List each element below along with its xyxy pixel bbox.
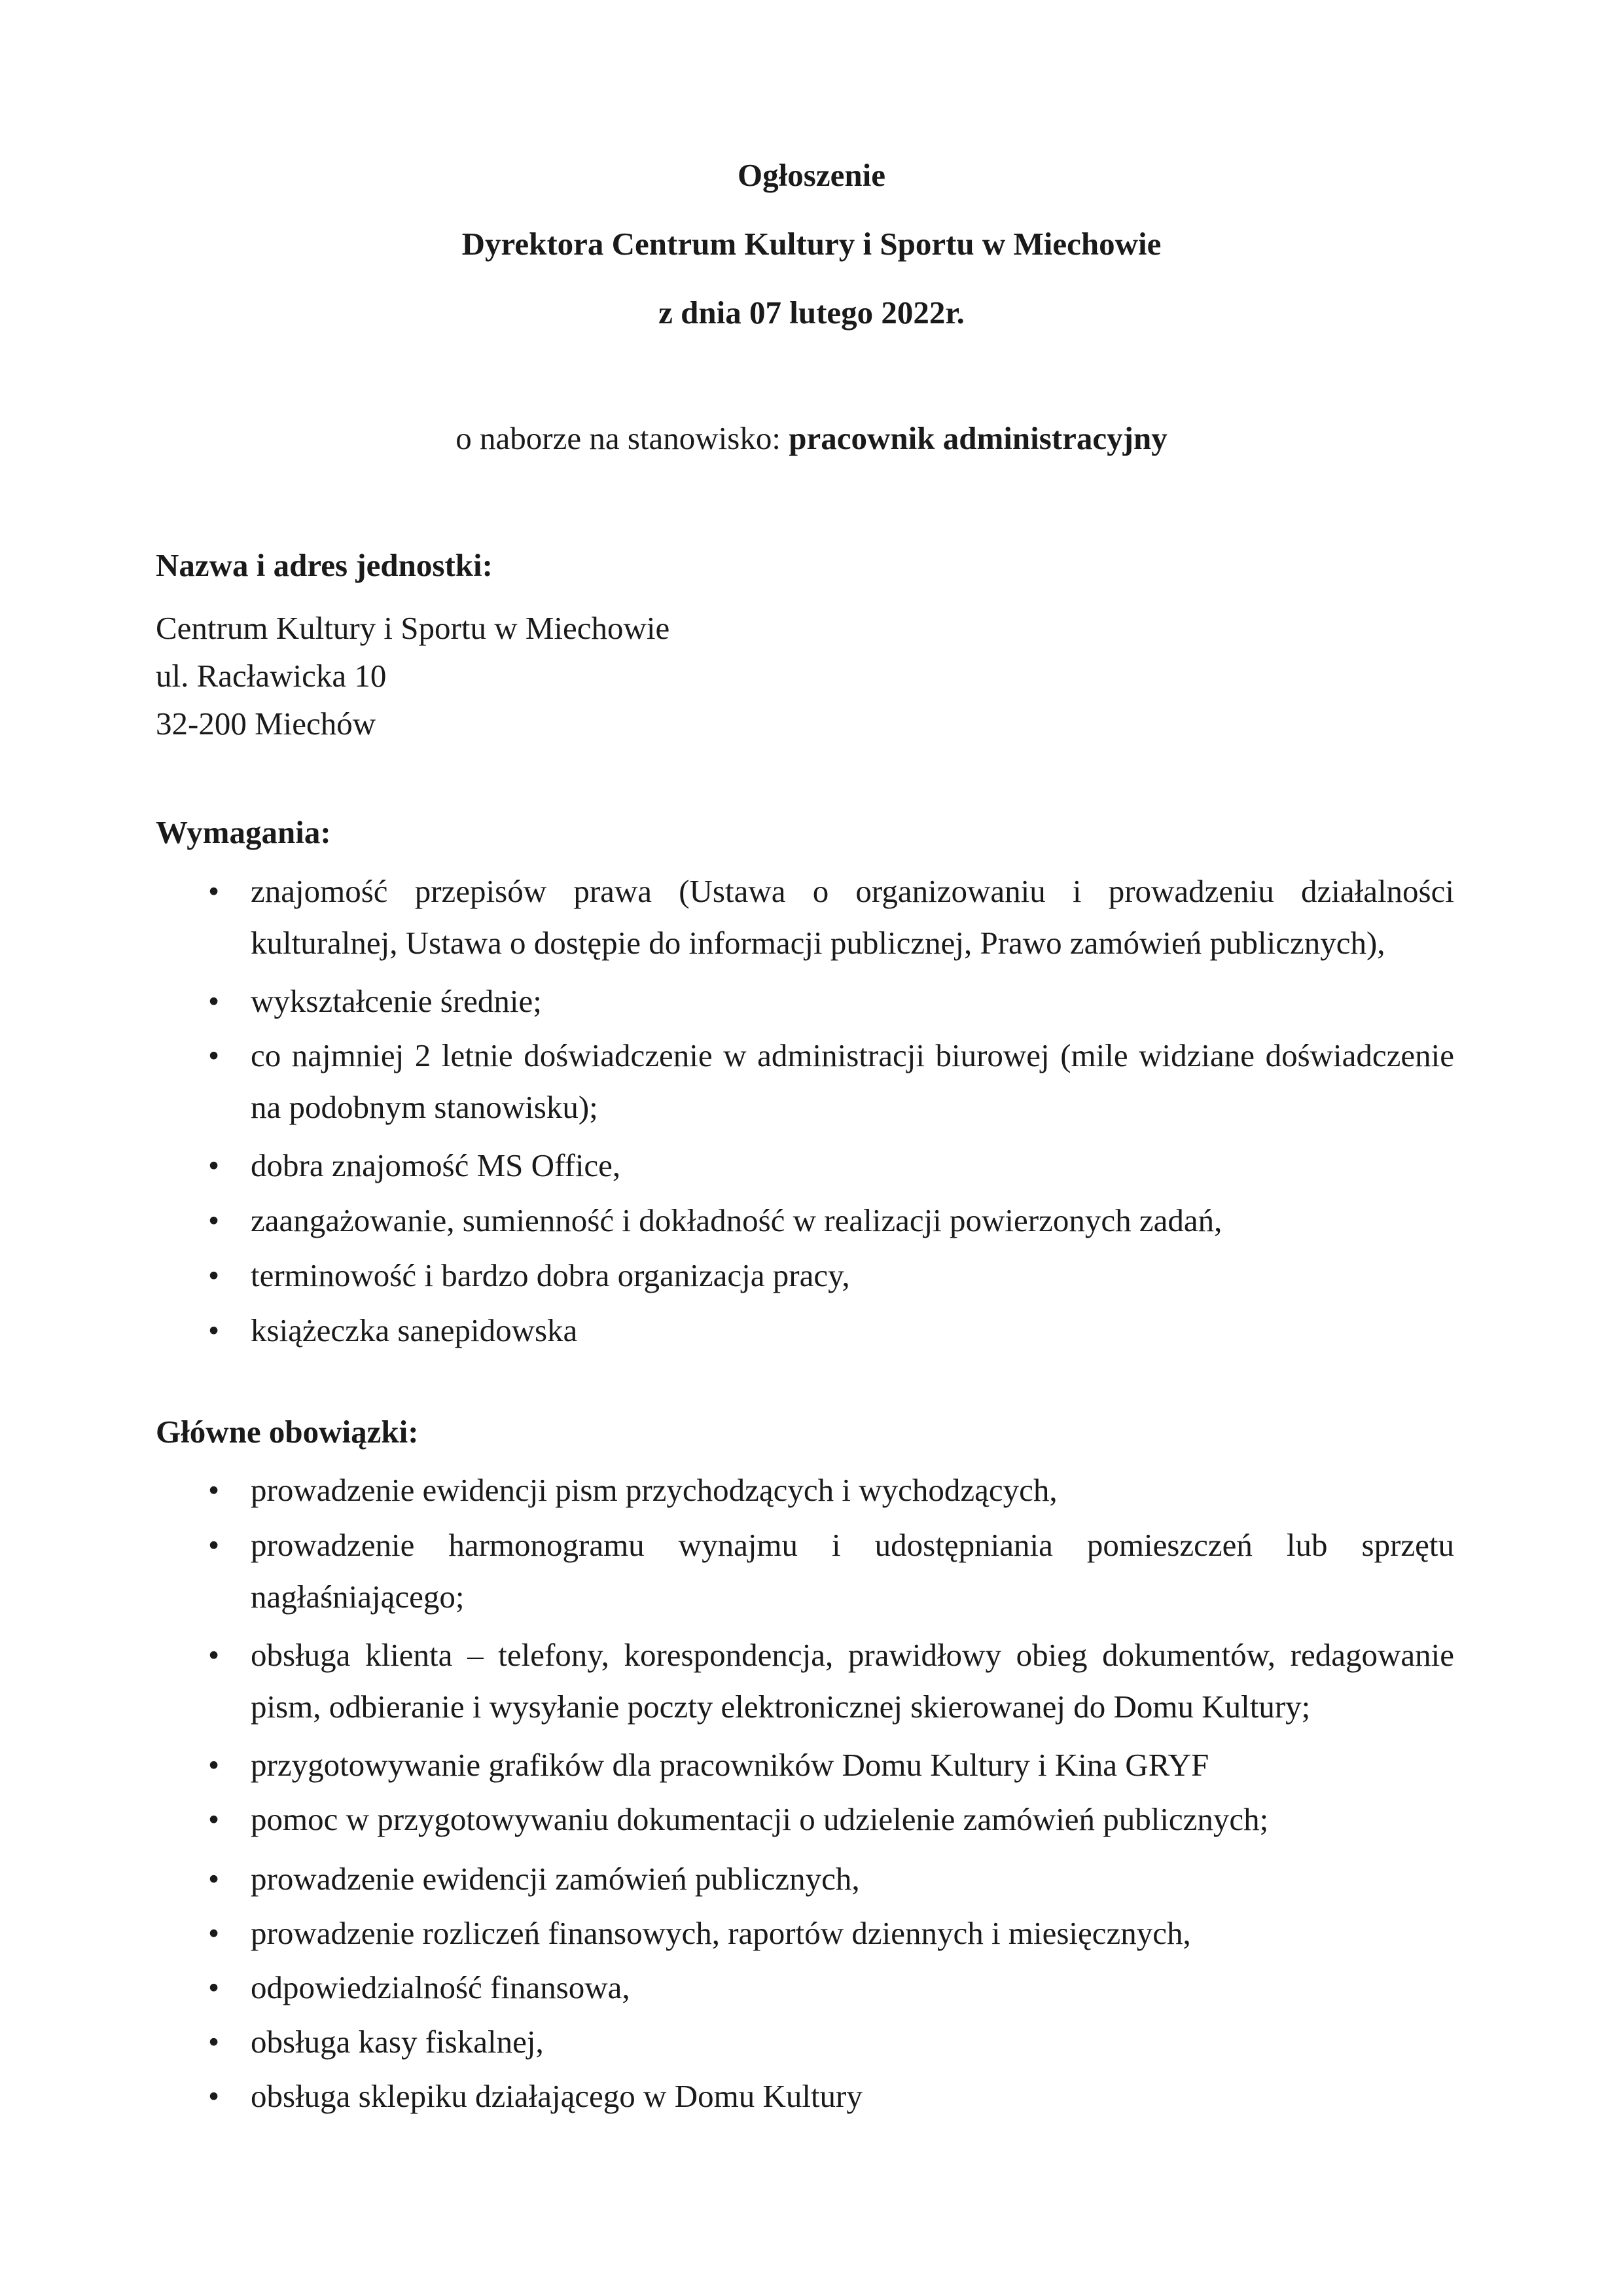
bullet-icon: • (208, 1637, 220, 1673)
bullet-icon: • (208, 1257, 220, 1293)
duty-text: prowadzenie ewidencji zamówień publicznych, (251, 1861, 860, 1897)
requirements-heading: Wymagania: (156, 814, 331, 850)
bullet-icon: • (208, 1747, 220, 1783)
duty-text: odpowiedzialność finansowa, (251, 1969, 630, 2005)
duty-text: prowadzenie ewidencji pism przychodzących i wychodzących, (251, 1472, 1058, 1508)
bullet-icon: • (208, 2078, 220, 2114)
document-date: z dnia 07 lutego 2022r. (658, 295, 965, 331)
bullet-icon: • (208, 1861, 220, 1897)
bullet-icon: • (208, 1147, 220, 1183)
bullet-icon: • (208, 1037, 220, 1073)
duty-text: prowadzenie harmonogramu wynajmu i udostępniania pomieszczeń lub sprzętu nagłaśniającego; (251, 1527, 1454, 1615)
requirement-text: dobra znajomość MS Office, (251, 1147, 621, 1183)
unit-address-postal: 32-200 Miechów (156, 706, 376, 742)
recruitment-prefix: o naborze na stanowisko: (455, 420, 789, 456)
bullet-icon: • (208, 1969, 220, 2005)
requirement-text: znajomość przepisów prawa (Ustawa o organizowaniu i prowadzeniu działalności kulturalnej, Ustawa o dostępie do informacji publicznej, Prawo zamówień publicznych), (251, 873, 1454, 961)
requirement-text: wykształcenie średnie; (251, 983, 542, 1019)
duty-text: pomoc w przygotowywaniu dokumentacji o udzielenie zamówień publicznych; (251, 1801, 1269, 1837)
unit-address (156, 609, 669, 744)
bullet-icon: • (208, 2024, 220, 2060)
recruitment-line (0, 419, 1623, 458)
duty-text: prowadzenie rozliczeń finansowych, raportów dziennych i miesięcznych, (251, 1915, 1191, 1951)
duty-text: obsługa klienta – telefony, korespondencja, prawidłowy obieg dokumentów, redagowanie pism, odbieranie i wysyłanie poczty elektronicznej skierowanej do Domu Kultury; (251, 1637, 1454, 1725)
requirement-text: terminowość i bardzo dobra organizacja pracy, (251, 1257, 850, 1293)
bullet-icon: • (208, 1312, 220, 1348)
duties-heading: Główne obowiązki: (156, 1414, 419, 1450)
requirement-text: co najmniej 2 letnie doświadczenie w administracji biurowej (mile widziane doświadczenie na podobnym stanowisku); (251, 1037, 1454, 1125)
bullet-icon: • (208, 1915, 220, 1951)
document-issuer: Dyrektora Centrum Kultury i Sportu w Miechowie (461, 226, 1162, 262)
bullet-icon: • (208, 1202, 220, 1238)
document-title: Ogłoszenie (738, 157, 885, 193)
duty-text: obsługa sklepiku działającego w Domu Kultury (251, 2078, 863, 2114)
position-name: pracownik administracyjny (789, 420, 1168, 456)
duty-text: obsługa kasy fiskalnej, (251, 2024, 544, 2060)
bullet-icon: • (208, 1527, 220, 1563)
requirement-text: książeczka sanepidowska (251, 1312, 578, 1348)
bullet-icon: • (208, 1472, 220, 1508)
unit-address-name: Centrum Kultury i Sportu w Miechowie (156, 610, 670, 646)
bullet-icon: • (208, 983, 220, 1019)
bullet-icon: • (208, 873, 220, 909)
unit-address-street: ul. Racławicka 10 (156, 658, 387, 694)
bullet-icon: • (208, 1801, 220, 1837)
requirement-text: zaangażowanie, sumienność i dokładność w realizacji powierzonych zadań, (251, 1202, 1222, 1238)
duty-text: przygotowywanie grafików dla pracowników Domu Kultury i Kina GRYF (251, 1747, 1209, 1783)
unit-heading: Nazwa i adres jednostki: (156, 547, 493, 583)
